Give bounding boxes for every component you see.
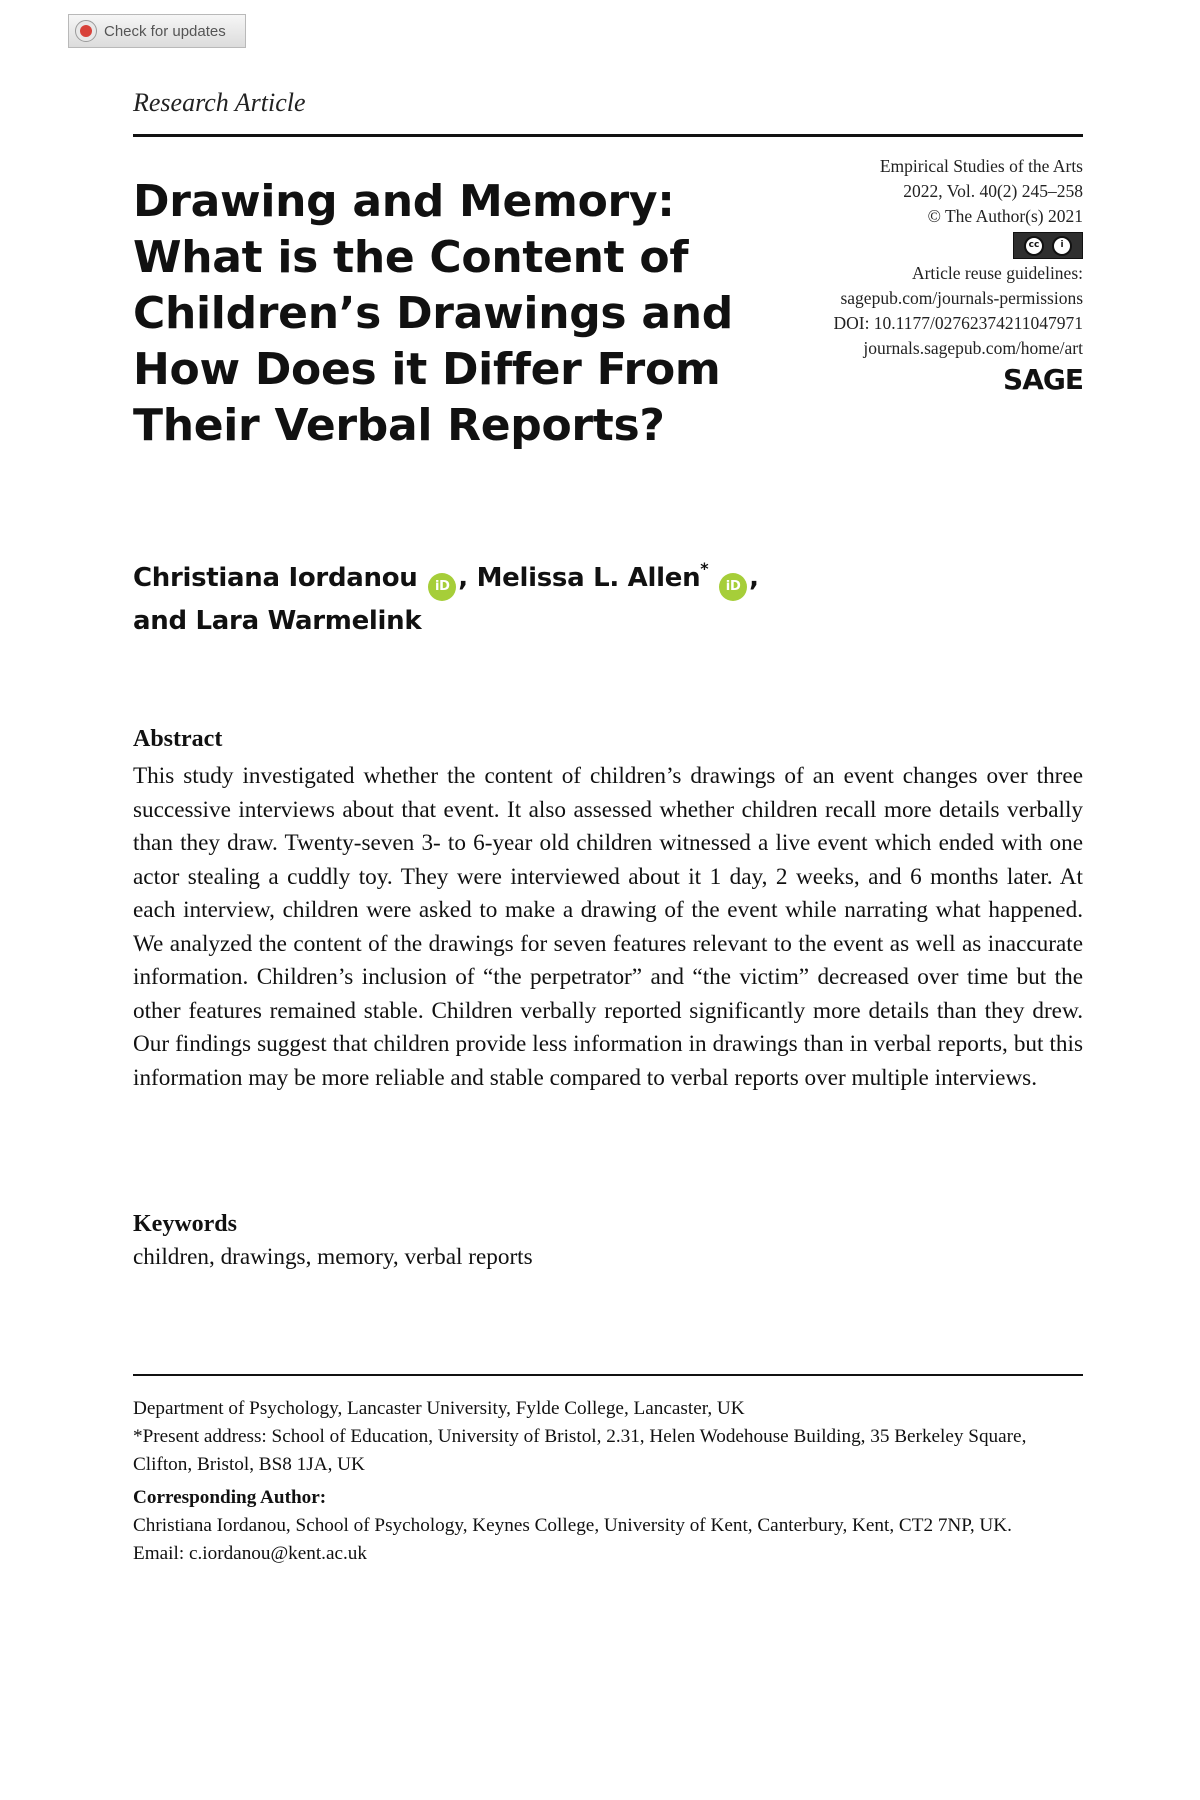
check-for-updates-button[interactable] (68, 14, 246, 48)
reuse-guidelines-link[interactable]: sagepub.com/journals-permissions (840, 288, 1083, 308)
bookmark-icon (75, 20, 97, 42)
copyright-line: © The Author(s) 2021 (927, 206, 1083, 226)
present-address-note: *Present address: School of Education, University of Bristol, 2.31, Helen Wodehouse Building, 35 Berkeley Square, Clifton, Bristol, BS8 1JA, UK (133, 1426, 1027, 1475)
corresponding-author-address: Christiana Iordanou, School of Psychology, Keynes College, University of Kent, Canterbury, Kent, CT2 7NP, UK. (133, 1515, 1012, 1536)
corresponding-author-email[interactable]: Email: c.iordanou@kent.ac.uk (133, 1543, 367, 1564)
reuse-guidelines-label: Article reuse guidelines: (911, 263, 1083, 283)
doi-link[interactable]: DOI: 10.1177/02762374211047971 (833, 313, 1083, 333)
running-head: Research Article (133, 88, 306, 117)
journal-info (753, 154, 1083, 396)
journal-volume: 2022, Vol. 40(2) 245–258 (903, 181, 1083, 201)
journal-homepage-link[interactable]: journals.sagepub.com/home/art (863, 338, 1083, 358)
footnotes (133, 1395, 1083, 1568)
author-name: Christiana Iordanou (133, 563, 418, 593)
journal-name: Empirical Studies of the Arts (879, 156, 1083, 176)
affiliation-note: Department of Psychology, Lancaster University, Fylde College, Lancaster, UK (133, 1398, 745, 1419)
footnote-divider (133, 1374, 1083, 1376)
author-name: Melissa L. Allen (476, 563, 701, 593)
present-address-marker: * (700, 559, 709, 578)
check-for-updates-label: Check for updates (104, 22, 226, 40)
author-name: Lara Warmelink (195, 605, 422, 636)
corresponding-author-label: Corresponding Author: (133, 1487, 327, 1508)
header-divider (133, 134, 1083, 137)
orcid-icon[interactable]: iD (428, 573, 456, 601)
article-title: Drawing and Memory: What is the Content of Children’s Drawings and How Does it Differ From Their Verbal Reports? (133, 176, 733, 451)
author-list (133, 548, 1033, 642)
abstract-text: This study investigated whether the content of children’s drawings of an event changes over three successive interviews about that event. It also assessed whether children recall more details verbally than they draw. Twenty-seven 3- to 6-year old children witnessed a live event which ended with one actor stealing a cuddly toy. They were interviewed about it 1 day, 2 weeks, and 6 months later. At each interview, children were asked to make a drawing of the event while narrating what happened. We analyzed the content of the drawings for seven features relevant to the event as well as inaccurate information. Children’s inclusion of “the perpetrator” and “the victim” decreased over time but the other features remained stable. Children verbally reported significantly more details than they drew. Our findings suggest that children provide less information in drawings than in verbal reports, but this information may be more reliable and stable compared to verbal reports over multiple interviews. (133, 763, 1083, 1091)
keywords-heading: Keywords (133, 1211, 237, 1237)
sage-logo: SAGE (1003, 363, 1083, 396)
cc-by-license-badge[interactable] (1013, 232, 1083, 259)
cc-icon: cc (1024, 236, 1044, 256)
attribution-icon: i (1052, 236, 1072, 256)
orcid-icon[interactable]: iD (719, 573, 747, 601)
author-separator: , (749, 563, 759, 593)
author-separator: , (458, 563, 477, 593)
author-conjunction: and (133, 605, 196, 636)
keywords-text: children, drawings, memory, verbal reports (133, 1244, 533, 1270)
abstract-heading: Abstract (133, 726, 223, 752)
